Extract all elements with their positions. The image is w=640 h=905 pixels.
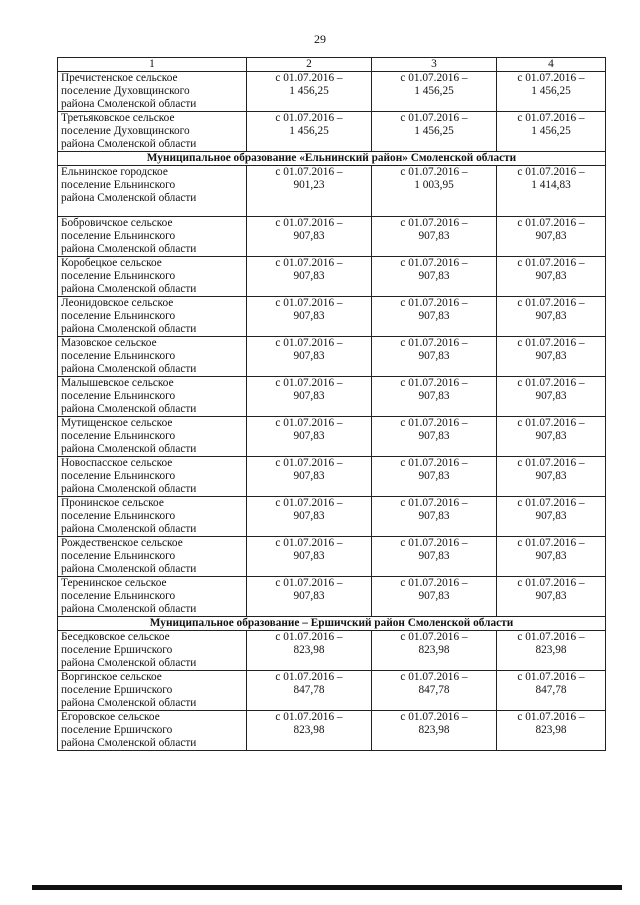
table-row xyxy=(58,537,606,577)
settlement-name-line: поселение Ершичского xyxy=(61,723,173,736)
value-line: 907,83 xyxy=(535,429,567,442)
table-row xyxy=(58,671,606,711)
value-cell-col2 xyxy=(247,631,372,671)
table-row xyxy=(58,417,606,457)
value-line: с 01.07.2016 – xyxy=(275,631,343,643)
value-line: с 01.07.2016 – xyxy=(400,497,468,509)
value-cell-col2 xyxy=(247,671,372,711)
value-line: 907,83 xyxy=(418,509,450,522)
table-row xyxy=(58,297,606,337)
value-cell-col2 xyxy=(247,337,372,377)
settlement-name-line: района Смоленской области xyxy=(61,322,197,335)
table-row xyxy=(58,337,606,377)
settlement-name-line: района Смоленской области xyxy=(61,522,197,535)
settlement-name-line: Пронинское сельское xyxy=(61,497,164,509)
value-line: 907,83 xyxy=(293,269,325,282)
table-row xyxy=(58,711,606,751)
value-line: с 01.07.2016 – xyxy=(400,671,468,683)
settlement-name-cell xyxy=(58,497,247,537)
settlement-name-line: поселение Духовщинского xyxy=(61,124,190,137)
value-line: с 01.07.2016 – xyxy=(400,257,468,269)
settlement-name-line: поселение Ельнинского xyxy=(61,589,176,602)
settlement-name-line: района Смоленской области xyxy=(61,362,197,375)
settlement-name-line: района Смоленской области xyxy=(61,602,197,615)
settlement-name-line: поселение Ельнинского xyxy=(61,389,176,402)
value-line: с 01.07.2016 – xyxy=(517,457,585,469)
column-header-4: 4 xyxy=(497,58,606,72)
value-line: 907,83 xyxy=(535,549,567,562)
value-line: с 01.07.2016 – xyxy=(275,257,343,269)
value-cell-col2 xyxy=(247,417,372,457)
value-cell-col2 xyxy=(247,217,372,257)
settlement-name-line: Ельнинское городское xyxy=(61,166,168,178)
value-cell-col3 xyxy=(372,217,497,257)
value-cell-col4 xyxy=(497,112,606,152)
value-line: 907,83 xyxy=(293,549,325,562)
value-line: 907,83 xyxy=(293,429,325,442)
value-line: с 01.07.2016 – xyxy=(400,711,468,723)
settlement-name-line: поселение Ельнинского xyxy=(61,549,176,562)
value-line: с 01.07.2016 – xyxy=(517,497,585,509)
value-line: 901,23 xyxy=(293,178,325,191)
table-row xyxy=(58,631,606,671)
settlement-name-line: Третьяковское сельское xyxy=(61,112,175,124)
value-line: 1 456,25 xyxy=(531,124,571,137)
value-cell-col3 xyxy=(372,457,497,497)
value-line: с 01.07.2016 – xyxy=(400,217,468,229)
value-line: с 01.07.2016 – xyxy=(517,577,585,589)
value-cell-col3 xyxy=(372,112,497,152)
value-line: с 01.07.2016 – xyxy=(400,337,468,349)
settlement-name-line: района Смоленской области xyxy=(61,442,197,455)
value-line: с 01.07.2016 – xyxy=(517,337,585,349)
value-line: с 01.07.2016 – xyxy=(275,671,343,683)
settlement-name-line: района Смоленской области xyxy=(61,696,197,709)
value-cell-col2 xyxy=(247,711,372,751)
settlement-name-line: района Смоленской области xyxy=(61,482,197,495)
value-line: 1 456,25 xyxy=(531,84,571,97)
value-line: с 01.07.2016 – xyxy=(275,577,343,589)
value-cell-col2 xyxy=(247,497,372,537)
value-cell-col4 xyxy=(497,72,606,112)
settlement-name-line: района Смоленской области xyxy=(61,242,197,255)
value-line: 907,83 xyxy=(293,589,325,602)
value-line: 823,98 xyxy=(418,643,450,656)
value-line: с 01.07.2016 – xyxy=(275,497,343,509)
value-cell-col2 xyxy=(247,166,372,217)
value-line: 847,78 xyxy=(293,683,325,696)
value-line: 907,83 xyxy=(418,549,450,562)
section-title: Муниципальное образование «Ельнинский район» Смоленской области xyxy=(58,152,606,166)
settlement-name-cell xyxy=(58,457,247,497)
settlement-name-line: Беседковское сельское xyxy=(61,631,170,643)
value-line: 907,83 xyxy=(293,389,325,402)
settlement-name-cell xyxy=(58,631,247,671)
value-cell-col3 xyxy=(372,297,497,337)
settlement-name-line: района Смоленской области xyxy=(61,562,197,575)
value-line: с 01.07.2016 – xyxy=(517,112,585,124)
value-line: 907,83 xyxy=(535,309,567,322)
value-line: 907,83 xyxy=(418,389,450,402)
settlement-name-line: района Смоленской области xyxy=(61,191,197,204)
value-line: 907,83 xyxy=(293,349,325,362)
section-header-row xyxy=(58,617,606,631)
value-cell-col4 xyxy=(497,537,606,577)
value-cell-col4 xyxy=(497,457,606,497)
settlement-name-line: поселение Ельнинского xyxy=(61,309,176,322)
value-cell-col3 xyxy=(372,257,497,297)
value-line: с 01.07.2016 – xyxy=(275,112,343,124)
value-cell-col3 xyxy=(372,377,497,417)
value-cell-col2 xyxy=(247,297,372,337)
value-line: 907,83 xyxy=(535,509,567,522)
settlement-name-line: поселение Ельнинского xyxy=(61,469,176,482)
value-cell-col3 xyxy=(372,497,497,537)
table-row xyxy=(58,577,606,617)
settlement-name-cell xyxy=(58,671,247,711)
value-cell-col4 xyxy=(497,577,606,617)
tariff-table xyxy=(57,57,606,751)
value-cell-col3 xyxy=(372,337,497,377)
value-line: 907,83 xyxy=(535,589,567,602)
section-header-row xyxy=(58,152,606,166)
value-line: 907,83 xyxy=(418,309,450,322)
settlement-name-line: поселение Ельнинского xyxy=(61,269,176,282)
settlement-name-cell xyxy=(58,297,247,337)
table-row xyxy=(58,112,606,152)
value-line: с 01.07.2016 – xyxy=(517,297,585,309)
value-cell-col2 xyxy=(247,537,372,577)
settlement-name-line: поселение Ельнинского xyxy=(61,229,176,242)
settlement-name-cell xyxy=(58,537,247,577)
value-line: 907,83 xyxy=(293,229,325,242)
value-line: с 01.07.2016 – xyxy=(400,631,468,643)
value-cell-col4 xyxy=(497,497,606,537)
page-number: 29 xyxy=(314,32,326,46)
section-title: Муниципальное образование – Ершичский район Смоленской области xyxy=(58,617,606,631)
table-header-row xyxy=(58,58,606,72)
value-cell-col4 xyxy=(497,217,606,257)
value-line: 907,83 xyxy=(418,589,450,602)
settlement-name-line: поселение Ельнинского xyxy=(61,178,176,191)
value-line: 907,83 xyxy=(293,309,325,322)
settlement-name-line: Егоровское сельское xyxy=(61,711,160,723)
value-line: 907,83 xyxy=(418,349,450,362)
value-line: с 01.07.2016 – xyxy=(400,112,468,124)
settlement-name-line: Леонидовское сельское xyxy=(61,297,174,309)
value-line: с 01.07.2016 – xyxy=(517,166,585,178)
settlement-name-cell xyxy=(58,377,247,417)
table-row xyxy=(58,72,606,112)
value-cell-col2 xyxy=(247,257,372,297)
settlement-name-line: Рождественское сельское xyxy=(61,537,183,549)
value-cell-col4 xyxy=(497,631,606,671)
settlement-name-line: района Смоленской области xyxy=(61,402,197,415)
bottom-rule xyxy=(32,885,622,890)
settlement-name-line: района Смоленской области xyxy=(61,282,197,295)
value-line: 1 414,83 xyxy=(531,178,571,191)
settlement-name-line: района Смоленской области xyxy=(61,656,197,669)
settlement-name-line: поселение Ершичского xyxy=(61,683,173,696)
value-line: 823,98 xyxy=(293,723,325,736)
value-cell-col2 xyxy=(247,72,372,112)
value-line: с 01.07.2016 – xyxy=(275,337,343,349)
value-cell-col4 xyxy=(497,417,606,457)
value-cell-col4 xyxy=(497,711,606,751)
settlement-name-cell xyxy=(58,217,247,257)
value-line: 907,83 xyxy=(535,389,567,402)
value-cell-col2 xyxy=(247,577,372,617)
table-row xyxy=(58,377,606,417)
settlement-name-line: Новоспасское сельское xyxy=(61,457,173,469)
value-line: 1 003,95 xyxy=(414,178,454,191)
settlement-name-line: Малышевское сельское xyxy=(61,377,174,389)
value-line: с 01.07.2016 – xyxy=(517,417,585,429)
settlement-name-line: Воргинское сельское xyxy=(61,671,162,683)
value-cell-col2 xyxy=(247,457,372,497)
settlement-name-line: поселение Духовщинского xyxy=(61,84,190,97)
value-cell-col2 xyxy=(247,112,372,152)
value-line: 823,98 xyxy=(293,643,325,656)
value-cell-col3 xyxy=(372,537,497,577)
column-header-3: 3 xyxy=(372,58,497,72)
value-line: 907,83 xyxy=(418,269,450,282)
settlement-name-line: поселение Ершичского xyxy=(61,643,173,656)
settlement-name-line: Мутищенское сельское xyxy=(61,417,173,429)
settlement-name-cell xyxy=(58,337,247,377)
value-line: с 01.07.2016 – xyxy=(517,711,585,723)
table-row xyxy=(58,166,606,217)
value-cell-col3 xyxy=(372,166,497,217)
value-line: 907,83 xyxy=(535,269,567,282)
table-row xyxy=(58,217,606,257)
value-line: с 01.07.2016 – xyxy=(400,537,468,549)
value-line: с 01.07.2016 – xyxy=(517,537,585,549)
value-cell-col3 xyxy=(372,631,497,671)
value-line: с 01.07.2016 – xyxy=(400,72,468,84)
value-line: с 01.07.2016 – xyxy=(275,377,343,389)
settlement-name-cell xyxy=(58,72,247,112)
table-row xyxy=(58,457,606,497)
value-line: с 01.07.2016 – xyxy=(275,457,343,469)
settlement-name-line: Теренинское сельское xyxy=(61,577,167,589)
value-line: 907,83 xyxy=(293,509,325,522)
value-cell-col3 xyxy=(372,417,497,457)
settlement-name-line: района Смоленской области xyxy=(61,97,197,110)
value-line: 1 456,25 xyxy=(414,124,454,137)
table-row xyxy=(58,497,606,537)
value-cell-col4 xyxy=(497,297,606,337)
value-line: с 01.07.2016 – xyxy=(400,417,468,429)
value-line: 823,98 xyxy=(535,643,567,656)
settlement-name-cell xyxy=(58,257,247,297)
value-cell-col4 xyxy=(497,671,606,711)
value-line: 907,83 xyxy=(418,229,450,242)
settlement-name-line: Коробецкое сельское xyxy=(61,257,162,269)
value-line: с 01.07.2016 – xyxy=(400,457,468,469)
settlement-name-line: поселение Ельнинского xyxy=(61,349,176,362)
value-line: с 01.07.2016 – xyxy=(275,297,343,309)
value-line: с 01.07.2016 – xyxy=(275,72,343,84)
value-line: с 01.07.2016 – xyxy=(400,166,468,178)
value-line: 907,83 xyxy=(418,429,450,442)
value-line: с 01.07.2016 – xyxy=(275,217,343,229)
column-header-2: 2 xyxy=(247,58,372,72)
value-line: 847,78 xyxy=(535,683,567,696)
value-line: с 01.07.2016 – xyxy=(400,577,468,589)
value-line: 907,83 xyxy=(535,469,567,482)
value-line: 1 456,25 xyxy=(414,84,454,97)
value-line: с 01.07.2016 – xyxy=(275,537,343,549)
column-header-1: 1 xyxy=(58,58,247,72)
settlement-name-cell xyxy=(58,711,247,751)
value-cell-col3 xyxy=(372,577,497,617)
value-line: с 01.07.2016 – xyxy=(517,631,585,643)
value-cell-col4 xyxy=(497,166,606,217)
value-cell-col3 xyxy=(372,671,497,711)
settlement-name-line: района Смоленской области xyxy=(61,137,197,150)
value-line: с 01.07.2016 – xyxy=(275,711,343,723)
value-line: с 01.07.2016 – xyxy=(275,166,343,178)
value-line: 823,98 xyxy=(535,723,567,736)
value-line: с 01.07.2016 – xyxy=(517,72,585,84)
value-cell-col4 xyxy=(497,377,606,417)
value-cell-col3 xyxy=(372,711,497,751)
settlement-name-line: Пречистенское сельское xyxy=(61,72,178,84)
table-body xyxy=(58,72,606,751)
settlement-name-cell xyxy=(58,417,247,457)
value-line: с 01.07.2016 – xyxy=(400,297,468,309)
settlement-name-line: поселение Ельнинского xyxy=(61,429,176,442)
value-line: 1 456,25 xyxy=(289,124,329,137)
table-row xyxy=(58,257,606,297)
value-line: 823,98 xyxy=(418,723,450,736)
value-cell-col3 xyxy=(372,72,497,112)
value-line: с 01.07.2016 – xyxy=(275,417,343,429)
value-cell-col4 xyxy=(497,257,606,297)
value-line: 907,83 xyxy=(418,469,450,482)
value-line: 1 456,25 xyxy=(289,84,329,97)
settlement-name-line: поселение Ельнинского xyxy=(61,509,176,522)
value-line: с 01.07.2016 – xyxy=(517,217,585,229)
value-line: 847,78 xyxy=(418,683,450,696)
value-line: 907,83 xyxy=(293,469,325,482)
value-line: с 01.07.2016 – xyxy=(517,671,585,683)
settlement-name-cell xyxy=(58,166,247,217)
value-line: 907,83 xyxy=(535,229,567,242)
value-line: с 01.07.2016 – xyxy=(517,377,585,389)
value-cell-col4 xyxy=(497,337,606,377)
value-cell-col2 xyxy=(247,377,372,417)
settlement-name-cell xyxy=(58,577,247,617)
value-line: с 01.07.2016 – xyxy=(400,377,468,389)
value-line: 907,83 xyxy=(535,349,567,362)
settlement-name-line: района Смоленской области xyxy=(61,736,197,749)
settlement-name-line: Мазовское сельское xyxy=(61,337,157,349)
settlement-name-line: Бобровичское сельское xyxy=(61,217,173,229)
settlement-name-cell xyxy=(58,112,247,152)
value-line: с 01.07.2016 – xyxy=(517,257,585,269)
